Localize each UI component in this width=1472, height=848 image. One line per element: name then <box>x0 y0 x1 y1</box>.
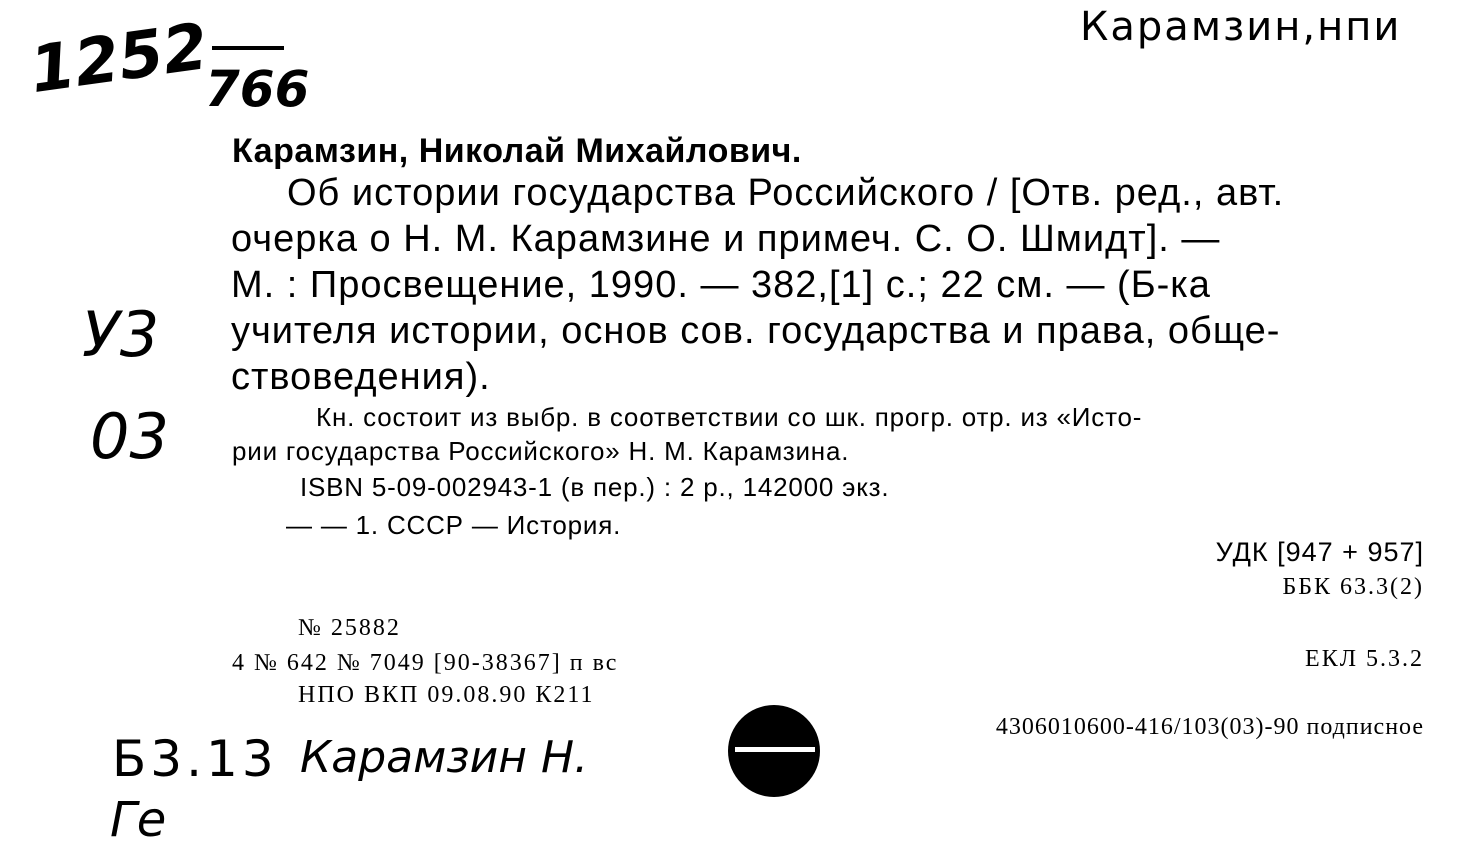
record-note-line: Кн. состоит из выбр. в соответствии со шк. прогр. отр. из «Исто- <box>316 402 1143 432</box>
record-isbn: ISBN 5-09-002943-1 (в пер.) : 2 р., 142000 экз. <box>300 472 890 502</box>
record-udk: УДК [947 + 957] <box>1215 537 1424 567</box>
record-print-info: 4 № 642 № 7049 [90-38367] п вс <box>232 650 619 676</box>
record-subject: — — 1. СССР — История. <box>286 510 622 540</box>
record-title-line: Об истории государства Российского / [Отв. ред., авт. <box>287 172 1285 214</box>
handwritten-number-overline <box>212 46 284 50</box>
record-title-line: очерка о Н. М. Карамзине и примеч. С. О. Шмидт]. — <box>231 218 1221 260</box>
record-title-line: ствоведения). <box>231 356 491 398</box>
handwritten-ge: Ге <box>110 792 167 848</box>
record-title-line: учителя истории, основ сов. государства и права, обще- <box>231 310 1281 352</box>
record-title-line: М. : Просвещение, 1990. — 382,[1] с.; 22 см. — (Б-ка <box>231 264 1211 306</box>
punch-hole-slit <box>735 747 815 752</box>
record-print-org: НПО ВКП 09.08.90 К211 <box>298 682 595 708</box>
record-author: Карамзин, Николай Михайлович. <box>232 132 802 170</box>
record-subscription: 4306010600-416/103(03)-90 подписное <box>995 714 1424 740</box>
handwritten-number: 1252 <box>25 9 213 109</box>
handwritten-sub-number: 766 <box>205 60 310 118</box>
handwritten-margin-code-1: У3 <box>82 298 160 371</box>
record-order-number: № 25882 <box>298 615 401 641</box>
record-note-line: рии государства Российского» Н. М. Карамзина. <box>232 436 850 466</box>
handwritten-bottom-author: Карамзин Н. <box>300 732 589 783</box>
handwritten-author-note: Карамзин,нпи <box>1080 4 1402 50</box>
handwritten-margin-code-2: 03 <box>90 400 169 473</box>
handwritten-bottom-code: Б3.13 <box>112 730 278 788</box>
record-bbk: ББК 63.3(2) <box>1282 574 1424 600</box>
record-ekl: ЕКЛ 5.3.2 <box>1305 646 1424 672</box>
